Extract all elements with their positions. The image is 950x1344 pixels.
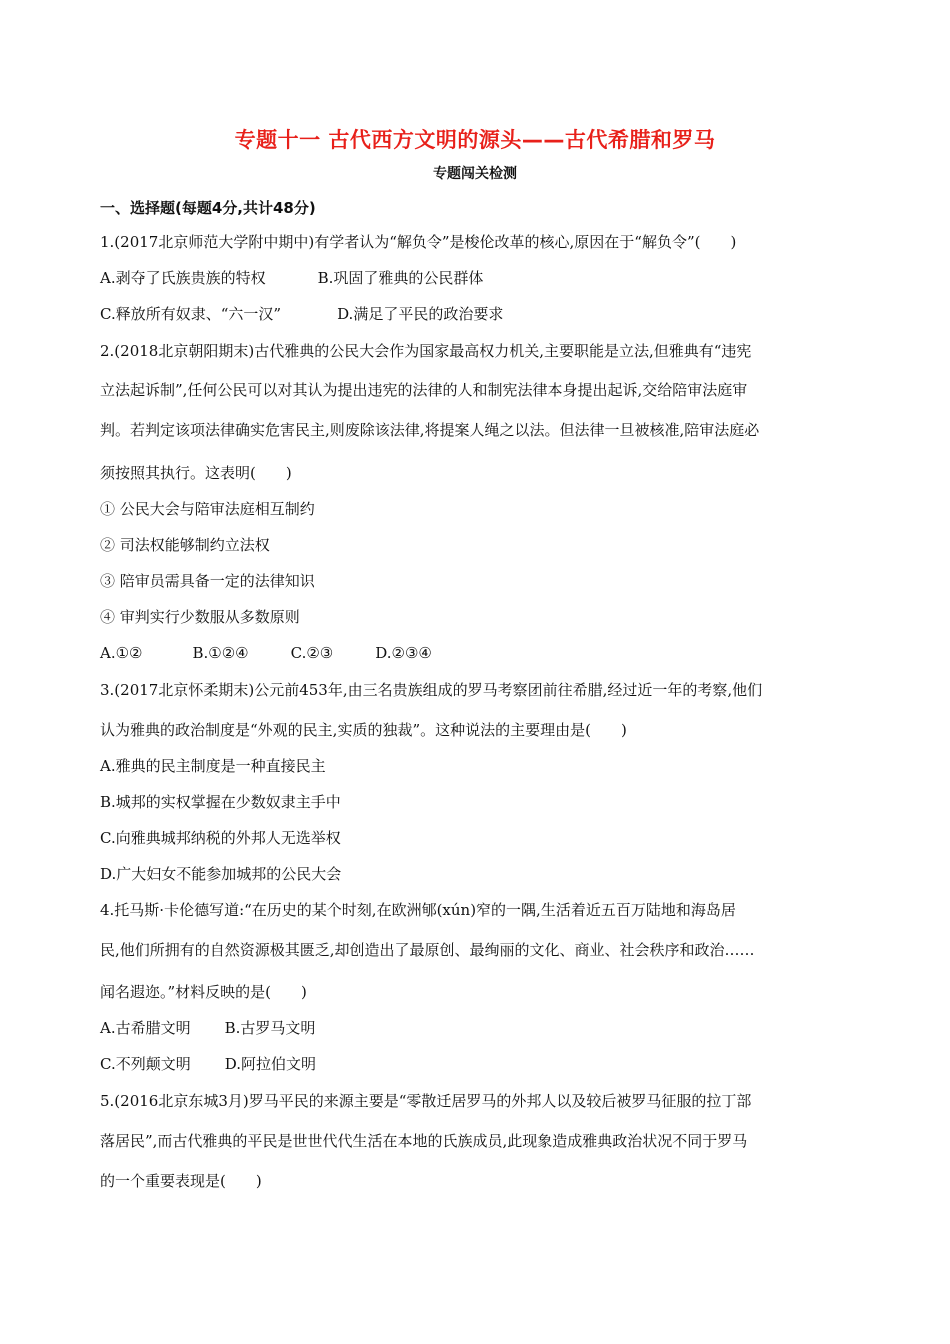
q2-option-b: B.①②④ xyxy=(192,644,249,662)
q3-line-1: 3.(2017北京怀柔期末)公元前453年,由三名贵族组成的罗马考察团前往希腊,经过近一年的考察,他们 xyxy=(100,681,763,699)
q4-option-a: A.古希腊文明 xyxy=(100,1019,191,1037)
q2-option-a: A.①② xyxy=(100,644,143,662)
q4-option-b: B.古罗马文明 xyxy=(224,1019,316,1037)
q1-option-c: C.释放所有奴隶、“六一汉” xyxy=(100,305,282,323)
q4-option-c: C.不列颠文明 xyxy=(100,1055,191,1073)
q3-option-c: C.向雅典城邦纳税的外邦人无选举权 xyxy=(100,829,341,847)
section-heading: 一、选择题(每题4分,共计48分) xyxy=(100,199,316,217)
q2-statement-2: ② 司法权能够制约立法权 xyxy=(100,536,270,554)
page-title: 专题十一 古代西方文明的源头——古代希腊和罗马 xyxy=(234,128,716,152)
q3-line-2: 认为雅典的政治制度是“外观的民主,实质的独裁”。这种说法的主要理由是( ) xyxy=(100,721,627,739)
q2-statement-4: ④ 审判实行少数服从多数原则 xyxy=(100,608,300,626)
q1-options-row2 xyxy=(100,304,503,324)
q4-option-d: D.阿拉伯文明 xyxy=(224,1055,316,1073)
q2-statement-1: ① 公民大会与陪审法庭相互制约 xyxy=(100,500,315,518)
q2-option-c: C.②③ xyxy=(290,644,334,662)
q4-options-row1 xyxy=(100,1018,315,1038)
q1-stem: 1.(2017北京师范大学附中期中)有学者认为“解负令”是梭伦改革的核心,原因在于“解负令”( ) xyxy=(100,233,737,251)
q2-options-row xyxy=(100,643,432,663)
q3-option-a: A.雅典的民主制度是一种直接民主 xyxy=(100,757,326,775)
q4-options-row2 xyxy=(100,1054,316,1074)
q2-line-3: 判。若判定该项法律确实危害民主,则废除该法律,将提案人绳之以法。但法律一旦被核准,陪审法庭必 xyxy=(100,421,760,439)
q4-line-2: 民,他们所拥有的自然资源极其匮乏,却创造出了最原创、最绚丽的文化、商业、社会秩序和政治…… xyxy=(100,941,755,959)
q4-line-1: 4.托马斯·卡伦德写道:“在历史的某个时刻,在欧洲郇(xún)窄的一隅,生活着近五百万陆地和海岛居 xyxy=(100,901,736,919)
q5-line-2: 落居民”,而古代雅典的平民是世世代代生活在本地的氏族成员,此现象造成雅典政治状况不同于罗马 xyxy=(100,1132,748,1150)
q3-option-d: D.广大妇女不能参加城邦的公民大会 xyxy=(100,865,342,883)
page-subtitle: 专题闯关检测 xyxy=(433,166,517,182)
q1-option-a: A.剥夺了氏族贵族的特权 xyxy=(100,269,266,287)
q5-line-3: 的一个重要表现是( ) xyxy=(100,1172,262,1190)
q2-line-1: 2.(2018北京朝阳期末)古代雅典的公民大会作为国家最高权力机关,主要职能是立法,但雅典有“违宪 xyxy=(100,342,752,360)
q2-line-2: 立法起诉制”,任何公民可以对其认为提出违宪的法律的人和制宪法律本身提出起诉,交给陪审法庭审 xyxy=(100,381,748,399)
q1-options-row1 xyxy=(100,268,483,288)
q2-line-4: 须按照其执行。这表明( ) xyxy=(100,464,292,482)
q1-option-d: D.满足了平民的政治要求 xyxy=(337,305,504,323)
q3-option-b: B.城邦的实权掌握在少数奴隶主手中 xyxy=(100,793,341,811)
q5-line-1: 5.(2016北京东城3月)罗马平民的来源主要是“零散迁居罗马的外邦人以及较后被罗马征服的拉丁部 xyxy=(100,1092,752,1110)
q2-statement-3: ③ 陪审员需具备一定的法律知识 xyxy=(100,572,315,590)
q4-line-3: 闻名遐迩。”材料反映的是( ) xyxy=(100,983,307,1001)
q2-option-d: D.②③④ xyxy=(375,644,432,662)
q1-option-b: B.巩固了雅典的公民群体 xyxy=(317,269,484,287)
